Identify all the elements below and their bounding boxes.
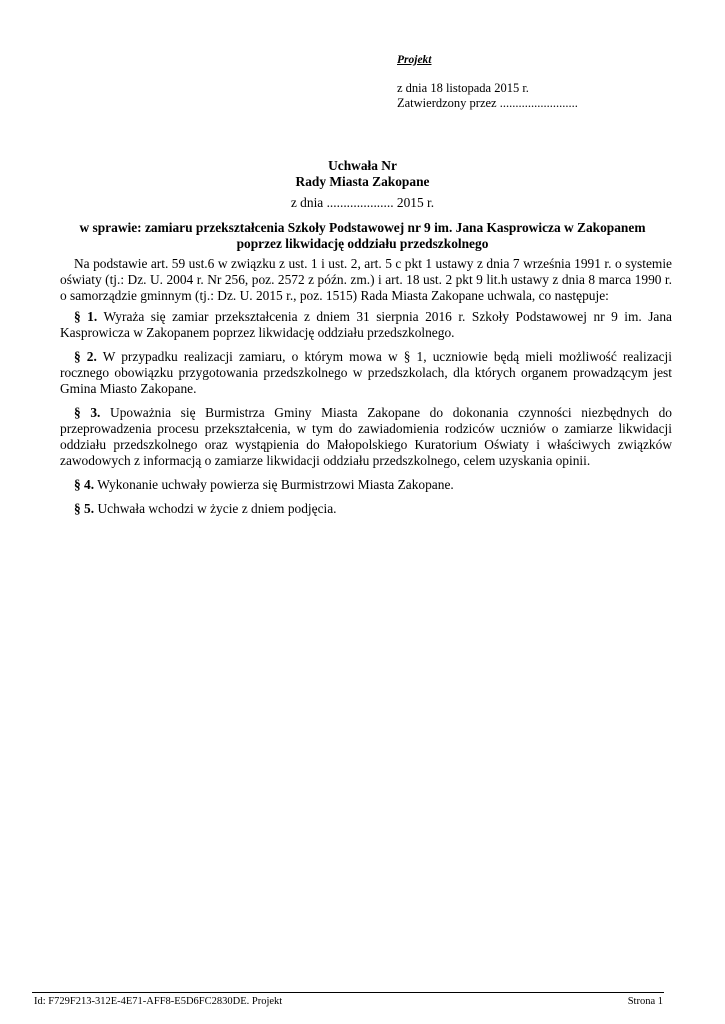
section-4-label: § 4. <box>74 477 95 492</box>
section-4-text: Wykonanie uchwały powierza się Burmistrzowi Miasta Zakopane. <box>97 477 454 492</box>
resolution-date: z dnia .................... 2015 r. <box>290 195 435 210</box>
subject-line-2: poprzez likwidację oddziału przedszkolnego <box>236 236 489 251</box>
section-4 <box>60 477 672 493</box>
projekt-label: Projekt <box>397 54 432 66</box>
title-number: Uchwała Nr <box>328 158 397 173</box>
section-5-label: § 5. <box>74 501 95 516</box>
resolution-title <box>0 158 725 190</box>
section-2-label: § 2. <box>74 349 97 364</box>
section-3-text: Upoważnia się Burmistrza Gminy Miasta Zakopane do dokonania czynności niezbędnych do przeprowadzenia procesu przekształcenia, w tym do zawiadomienia rodziców uczniów o zamiarze likwidacji oddziału przedszkolnego oraz wystąpienia do Małopolskiego Kuratorium Oświaty i właściwych związków zawodowych z informacją o zamiarze likwidacji oddziału przedszkolnego, celem uzyskania opinii. <box>60 405 672 468</box>
section-1-text: Wyraża się zamiar przekształcenia z dniem 31 sierpnia 2016 r. Szkoły Podstawowej nr 9 im. Jana Kasprowicza w Zakopanem poprzez likwidację oddziału przedszkolnego. <box>60 309 672 340</box>
section-5-text: Uchwała wchodzi w życie z dniem podjęcia. <box>97 501 337 516</box>
meta-approved: Zatwierdzony przez ......................... <box>397 96 578 110</box>
meta-date: z dnia 18 listopada 2015 r. <box>397 81 529 95</box>
resolution-subject <box>60 220 665 252</box>
section-1-label: § 1. <box>74 309 98 324</box>
footer-document-id: Id: F729F213-312E-4E71-AFF8-E5D6FC2830DE. Projekt <box>34 996 283 1007</box>
title-council: Rady Miasta Zakopane <box>295 174 430 189</box>
section-2 <box>60 349 672 397</box>
document-meta <box>397 81 578 111</box>
section-5 <box>60 501 672 517</box>
section-3-label: § 3. <box>74 405 101 420</box>
footer-divider <box>32 992 664 993</box>
resolution-body <box>60 256 672 525</box>
footer-page-number: Strona 1 <box>627 996 663 1007</box>
section-2-text: W przypadku realizacji zamiaru, o którym mowa w § 1, uczniowie będą mieli możliwość realizacji rocznego obowiązku przygotowania przedszkolnego w przedszkolach, dla których organem prowadzącym jest Gmina Miasto Zakopane. <box>60 349 673 396</box>
section-1 <box>60 309 672 341</box>
subject-line-1: w sprawie: zamiaru przekształcenia Szkoły Podstawowej nr 9 im. Jana Kasprowicza w Zakopanem <box>79 220 646 235</box>
section-3 <box>60 405 672 469</box>
legal-basis-paragraph: Na podstawie art. 59 ust.6 w związku z ust. 1 i ust. 2, art. 5 c pkt 1 ustawy z dnia 7 września 1991 r. o systemie oświaty (tj.: Dz. U. 2004 r. Nr 256, poz. 2572 z późn. zm.) i art. 18 ust. 2 pkt 9 lit.h ustawy z dnia 8 marca 1990 r. o samorządzie gminnym (tj.: Dz. U. 2015 r., poz. 1515) Rada Miasta Zakopane uchwala, co następuje: <box>60 256 672 303</box>
